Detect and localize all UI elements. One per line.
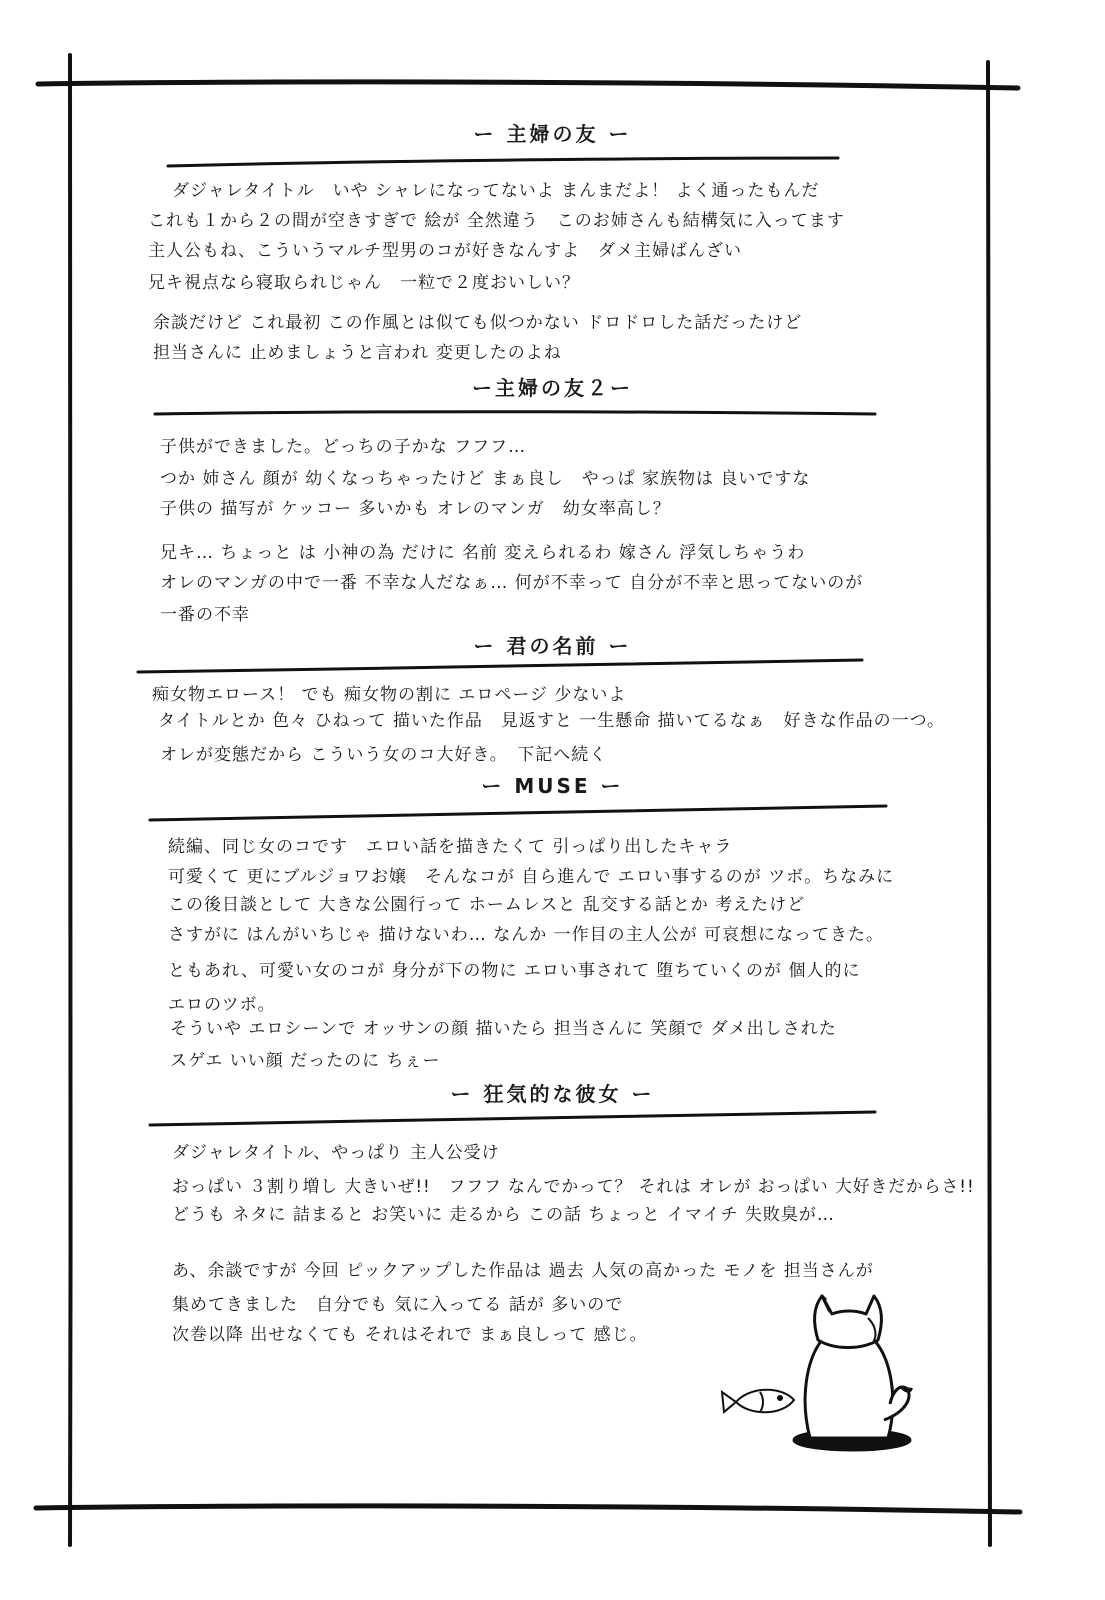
section-heading: ー主婦の友２ー	[472, 376, 633, 400]
text-line: オレのマンガの中で一番 不幸な人だなぁ… 何が不幸って 自分が不幸と思ってないのが	[160, 573, 864, 593]
text-line: これも１から２の間が空きすぎで 絵が 全然違う このお姉さんも結構気に入ってます	[148, 211, 845, 231]
text-line: さすがに はんがいちじゃ 描けないわ… なんか 一作目の主人公が 可哀想になってきた。	[168, 925, 885, 945]
cat-illustration	[794, 1296, 912, 1450]
fish-illustration	[722, 1390, 794, 1413]
text-line: 担当さんに 止めましょうと言われ 変更したのよね	[153, 343, 562, 363]
text-line: 余談だけど これ最初 この作風とは似ても似つかない ドロドロした話だったけど	[153, 313, 803, 333]
text-line: つか 姉さん 顔が 幼くなっちゃったけど まぁ良し やっぱ 家族物は 良いですな	[160, 469, 811, 489]
text-line: タイトルとか 色々 ひねって 描いた作品 見返すと 一生懸命 描いてるなぁ 好きな作品の一つ。	[158, 711, 945, 731]
text-line: 次巻以降 出せなくても それはそれで まぁ良しって 感じ。	[172, 1325, 648, 1345]
text-line: どうも ネタに 詰まると お笑いに 走るから この話 ちょっと イマイチ 失敗臭が…	[172, 1205, 835, 1225]
text-line: 兄キ視点なら寝取られじゃん 一粒で２度おいしい？	[148, 273, 580, 293]
section-heading: ー MUSE ー	[481, 774, 624, 798]
text-line: 主人公もね、こういうマルチ型男のコが好きなんすよ ダメ主婦ばんざい	[148, 241, 742, 261]
text-line: 子供の 描写が ケッコー 多いかも オレのマンガ 幼女率高し？	[160, 499, 671, 519]
section-heading: ー 君の名前 ー	[473, 634, 632, 658]
text-line: オレが変態だから こういう女のコ大好き。 下記へ続く	[160, 745, 608, 765]
text-line: おっぱい ３割り増し 大きいぜ!! フフフ なんでかって？ それは オレが おっぱい 大好きだからさ!!	[172, 1177, 975, 1197]
text-line: スゲエ いい顔 だったのに ちぇー	[170, 1051, 441, 1071]
text-line: ダジャレタイトル いや シャレになってないよ まんまだよ！ よく通ったもんだ	[172, 181, 820, 201]
section-heading: ー 主婦の友 ー	[473, 122, 632, 146]
text-line: 一番の不幸	[160, 605, 250, 625]
text-line: 子供ができました。どっちの子かな フフフ…	[160, 437, 527, 457]
text-line: ともあれ、可愛い女のコが 身分が下の物に エロい事されて 堕ちていくのが 個人的に	[168, 961, 861, 981]
text-line: そういや エロシーンで オッサンの顔 描いたら 担当さんに 笑顔で ダメ出しされた	[170, 1019, 837, 1039]
text-line: エロのツボ。	[168, 995, 276, 1015]
text-line: 続編、同じ女のコです エロい話を描きたくて 引っぱり出したキャラ	[168, 837, 733, 857]
text-line: 可愛くて 更にブルジョワお嬢 そんなコが 自ら進んで エロい事するのが ツボ。ちなみに	[168, 867, 895, 887]
text-line: ダジャレタイトル、やっぱり 主人公受け	[172, 1143, 500, 1163]
text-line: あ、余談ですが 今回 ピックアップした作品は 過去 人気の高かった モノを 担当さんが	[172, 1261, 874, 1281]
text-line: 兄キ… ちょっと は 小神の為 だけに 名前 変えられるわ 嫁さん 浮気しちゃうわ	[160, 543, 806, 563]
text-line: 痴女物エロース！ でも 痴女物の割に エロページ 少ないよ	[152, 685, 627, 705]
text-line: 集めてきました 自分でも 気に入ってる 話が 多いので	[172, 1295, 624, 1315]
section-heading: ー 狂気的な彼女 ー	[450, 1082, 655, 1106]
text-line: この後日談として 大きな公園行って ホームレスと 乱交する話とか 考えたけど	[168, 895, 806, 915]
